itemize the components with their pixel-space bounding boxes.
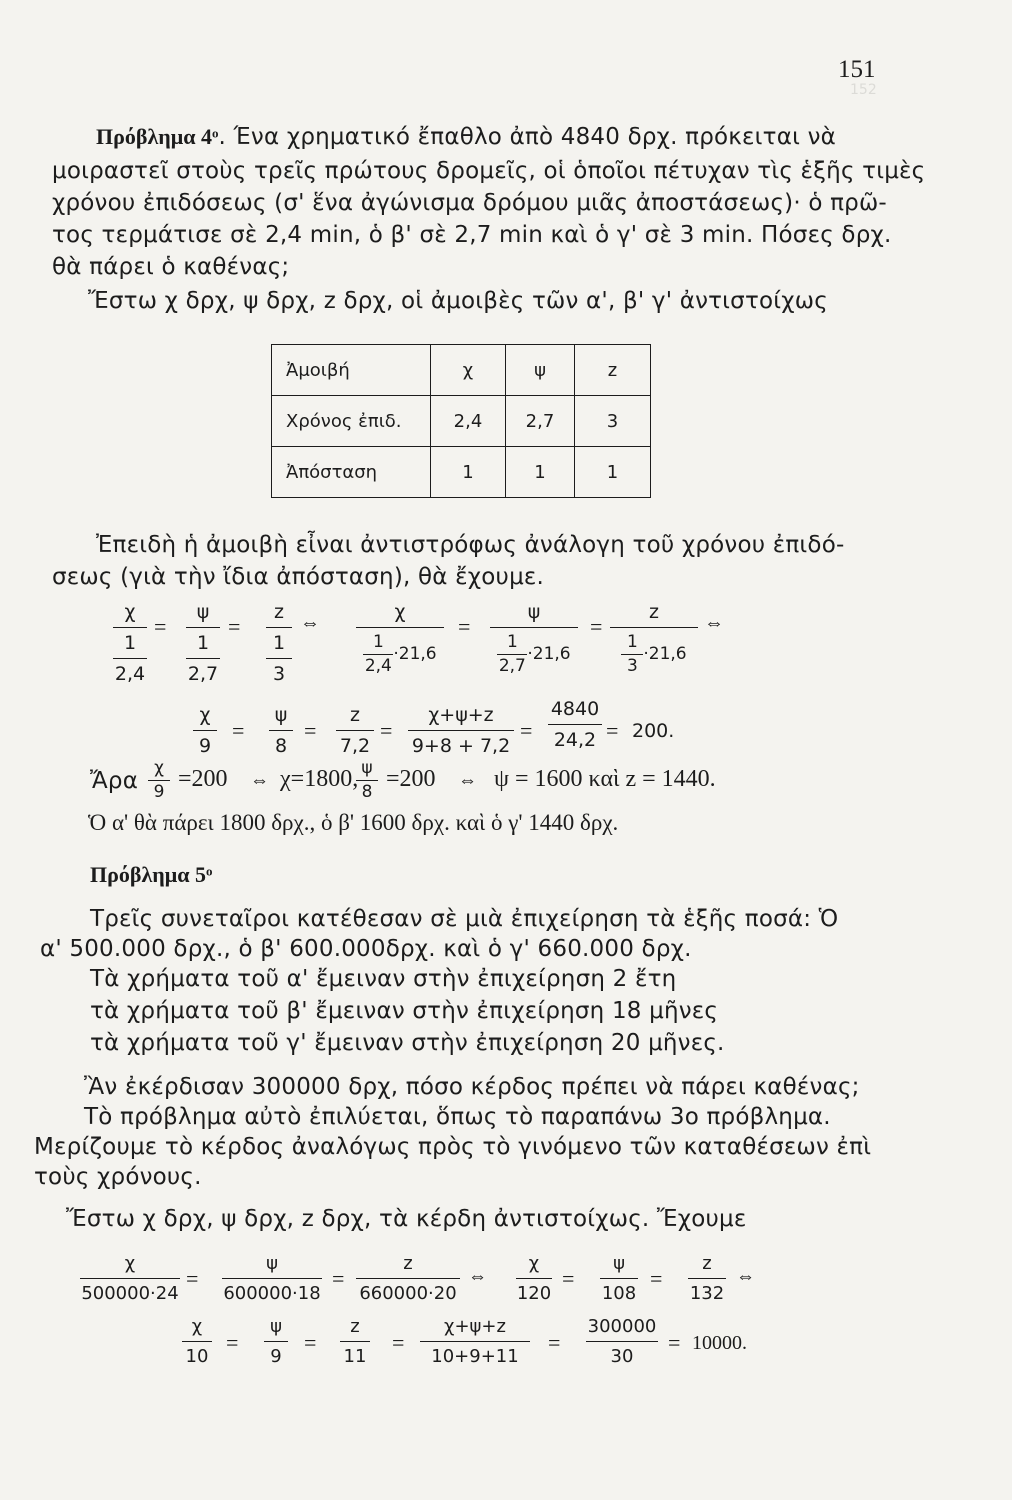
fraction: ψ $\frac{1}{2,7}$ [187,601,219,685]
table-cell: χ [431,345,506,396]
problem5-title: Πρόβλημα 5 [90,862,207,887]
problem5-text-5: τὰ χρήματα τοῦ γ' ἔμειναν στὴν ἐπιχείρηση 20 μῆνες. [90,1030,725,1056]
fraction: χ+ψ+z 10+9+11 [420,1318,530,1366]
fraction: 300000 30 [587,1316,657,1367]
table-row [272,396,651,447]
table-cell: ψ [506,345,575,396]
fraction: χ 9 [148,760,170,801]
problem5-title-sup: ο [206,863,213,879]
problem4-after-1: Ἐπειδὴ ἡ ἀμοιβὴ εἶναι ἀντιστρόφως ἀνάλογη τοῦ χρόνου ἐπιδό- [96,532,845,558]
table-cell: 2,4 [431,396,506,447]
problem5-text-3: Τὰ χρήματα τοῦ α' ἔμειναν στὴν ἐπιχείρηση 2 ἔτη [90,966,677,992]
fraction: ψ 9 [264,1318,288,1366]
table-cell: Χρόνος ἐπιδ. [272,396,431,447]
fraction: ψ 8 [356,760,378,801]
table-cell: 1 [431,447,506,498]
table-row [272,345,651,396]
problem4-line-1 [96,124,836,150]
problem5-heading [90,862,213,888]
fraction: χ $\frac{1}{2,4}$ ·21,6 [356,603,444,675]
problem5-text-9: τοὺς χρόνους. [34,1164,202,1190]
table-cell: 1 [506,447,575,498]
table-cell: Ἀπόσταση [272,447,431,498]
fraction: χ 500000·24 [81,1253,179,1304]
problem4-after-2: σεως (γιὰ τὴν ἴδια ἀπόσταση), θὰ ἔχουμε. [52,564,545,590]
fraction: 4840 24,2 [548,700,602,750]
problem4-text-6: Ἔστω χ δρχ, ψ δρχ, z δρχ, οἱ ἀμοιβὲς τῶν α', β' γ' ἀντιστοίχως [88,288,828,314]
table-cell: 1 [575,447,651,498]
table-cell: 3 [575,396,651,447]
problem5-text-7: Τὸ πρόβλημα αὐτὸ ἐπιλύεται, ὅπως τὸ παραπάνω 3ο πρόβλημα. [84,1104,831,1130]
problem5-text-2: α' 500.000 δρχ., ὁ β' 600.000δρχ. καὶ ὁ γ' 660.000 δρχ. [40,936,692,962]
fraction: χ+ψ+z 9+8 + 7,2 [408,706,514,756]
problem4-text-5: θὰ πάρει ὁ καθένας; [52,254,290,280]
problem5-text-1: Τρεῖς συνεταῖροι κατέθεσαν σὲ μιὰ ἐπιχείρηση τὰ ἑξῆς ποσά: Ὁ [90,906,839,932]
problem4-text-3: χρόνου ἐπιδόσεως (σ' ἕνα ἀγώνισμα δρόμου μιᾶς ἀποστάσεως)· ὁ πρῶ- [52,190,887,216]
fraction: ψ $\frac{1}{2,7}$ ·21,6 [490,603,578,675]
problem4-text-4: τος τερμάτισε σὲ 2,4 min, ὁ β' σὲ 2,7 min καὶ ὁ γ' σὲ 3 min. Πόσες δρχ. [52,222,892,248]
fraction: z 132 [689,1253,725,1304]
problem4-title-sup: ο [212,125,219,141]
fraction: χ 9 [193,706,217,756]
fraction: χ $\frac{1}{2,4}$ [114,601,146,685]
fraction: z 660000·20 [356,1255,460,1303]
problem4-title: Πρόβλημα 4 [96,124,213,149]
fraction: χ 120 [516,1253,552,1304]
table-row [272,447,651,498]
fraction: z 11 [340,1318,370,1366]
table-cell: Ἀμοιβή [272,345,431,396]
fraction: ψ 8 [269,706,293,756]
problem4-text-1: . Ένα χρηματικό ἔπαθλο ἀπὸ 4840 δρχ. πρόκειται νὰ [218,124,836,150]
fraction: χ 10 [182,1318,212,1366]
problem5-text-10: Ἔστω χ δρχ, ψ δρχ, z δρχ, τὰ κέρδη ἀντιστοίχως. Ἔχουμε [66,1206,747,1232]
problem4-text-2: μοιραστεῖ στοὺς τρεῖς πρώτους δρομεῖς, οἱ ὁποῖοι πέτυχαν τὶς ἑξῆς τιμὲς [52,158,926,184]
reward-time-table [271,344,651,498]
page-number: 151 [838,56,876,83]
table-cell: 2,7 [506,396,575,447]
problem4-conclusion: Ὁ α' θὰ πάρει 1800 δρχ., ὁ β' 1600 δρχ. καὶ ὁ γ' 1440 δρχ. [88,810,619,835]
fraction: z 7,2 [336,706,374,756]
fraction: ψ 108 [601,1253,637,1304]
table-cell: z [575,345,651,396]
fraction: z $\frac{1}{3}$ ·21,6 [610,603,698,675]
fraction: z $\frac{1}{3}$ [266,603,292,684]
fraction: ψ 600000·18 [223,1253,321,1304]
problem5-text-8: Μερίζουμε τὸ κέρδος ἀναλόγως πρὸς τὸ γινόμενο τῶν καταθέσεων ἐπὶ [34,1134,872,1160]
problem5-text-6: Ἂν ἐκέρδισαν 300000 δρχ, πόσο κέρδος πρέπει νὰ πάρει καθένας; [84,1074,860,1100]
problem5-text-4: τὰ χρήματα τοῦ β' ἔμειναν στὴν ἐπιχείρηση 18 μῆνες [90,998,719,1024]
